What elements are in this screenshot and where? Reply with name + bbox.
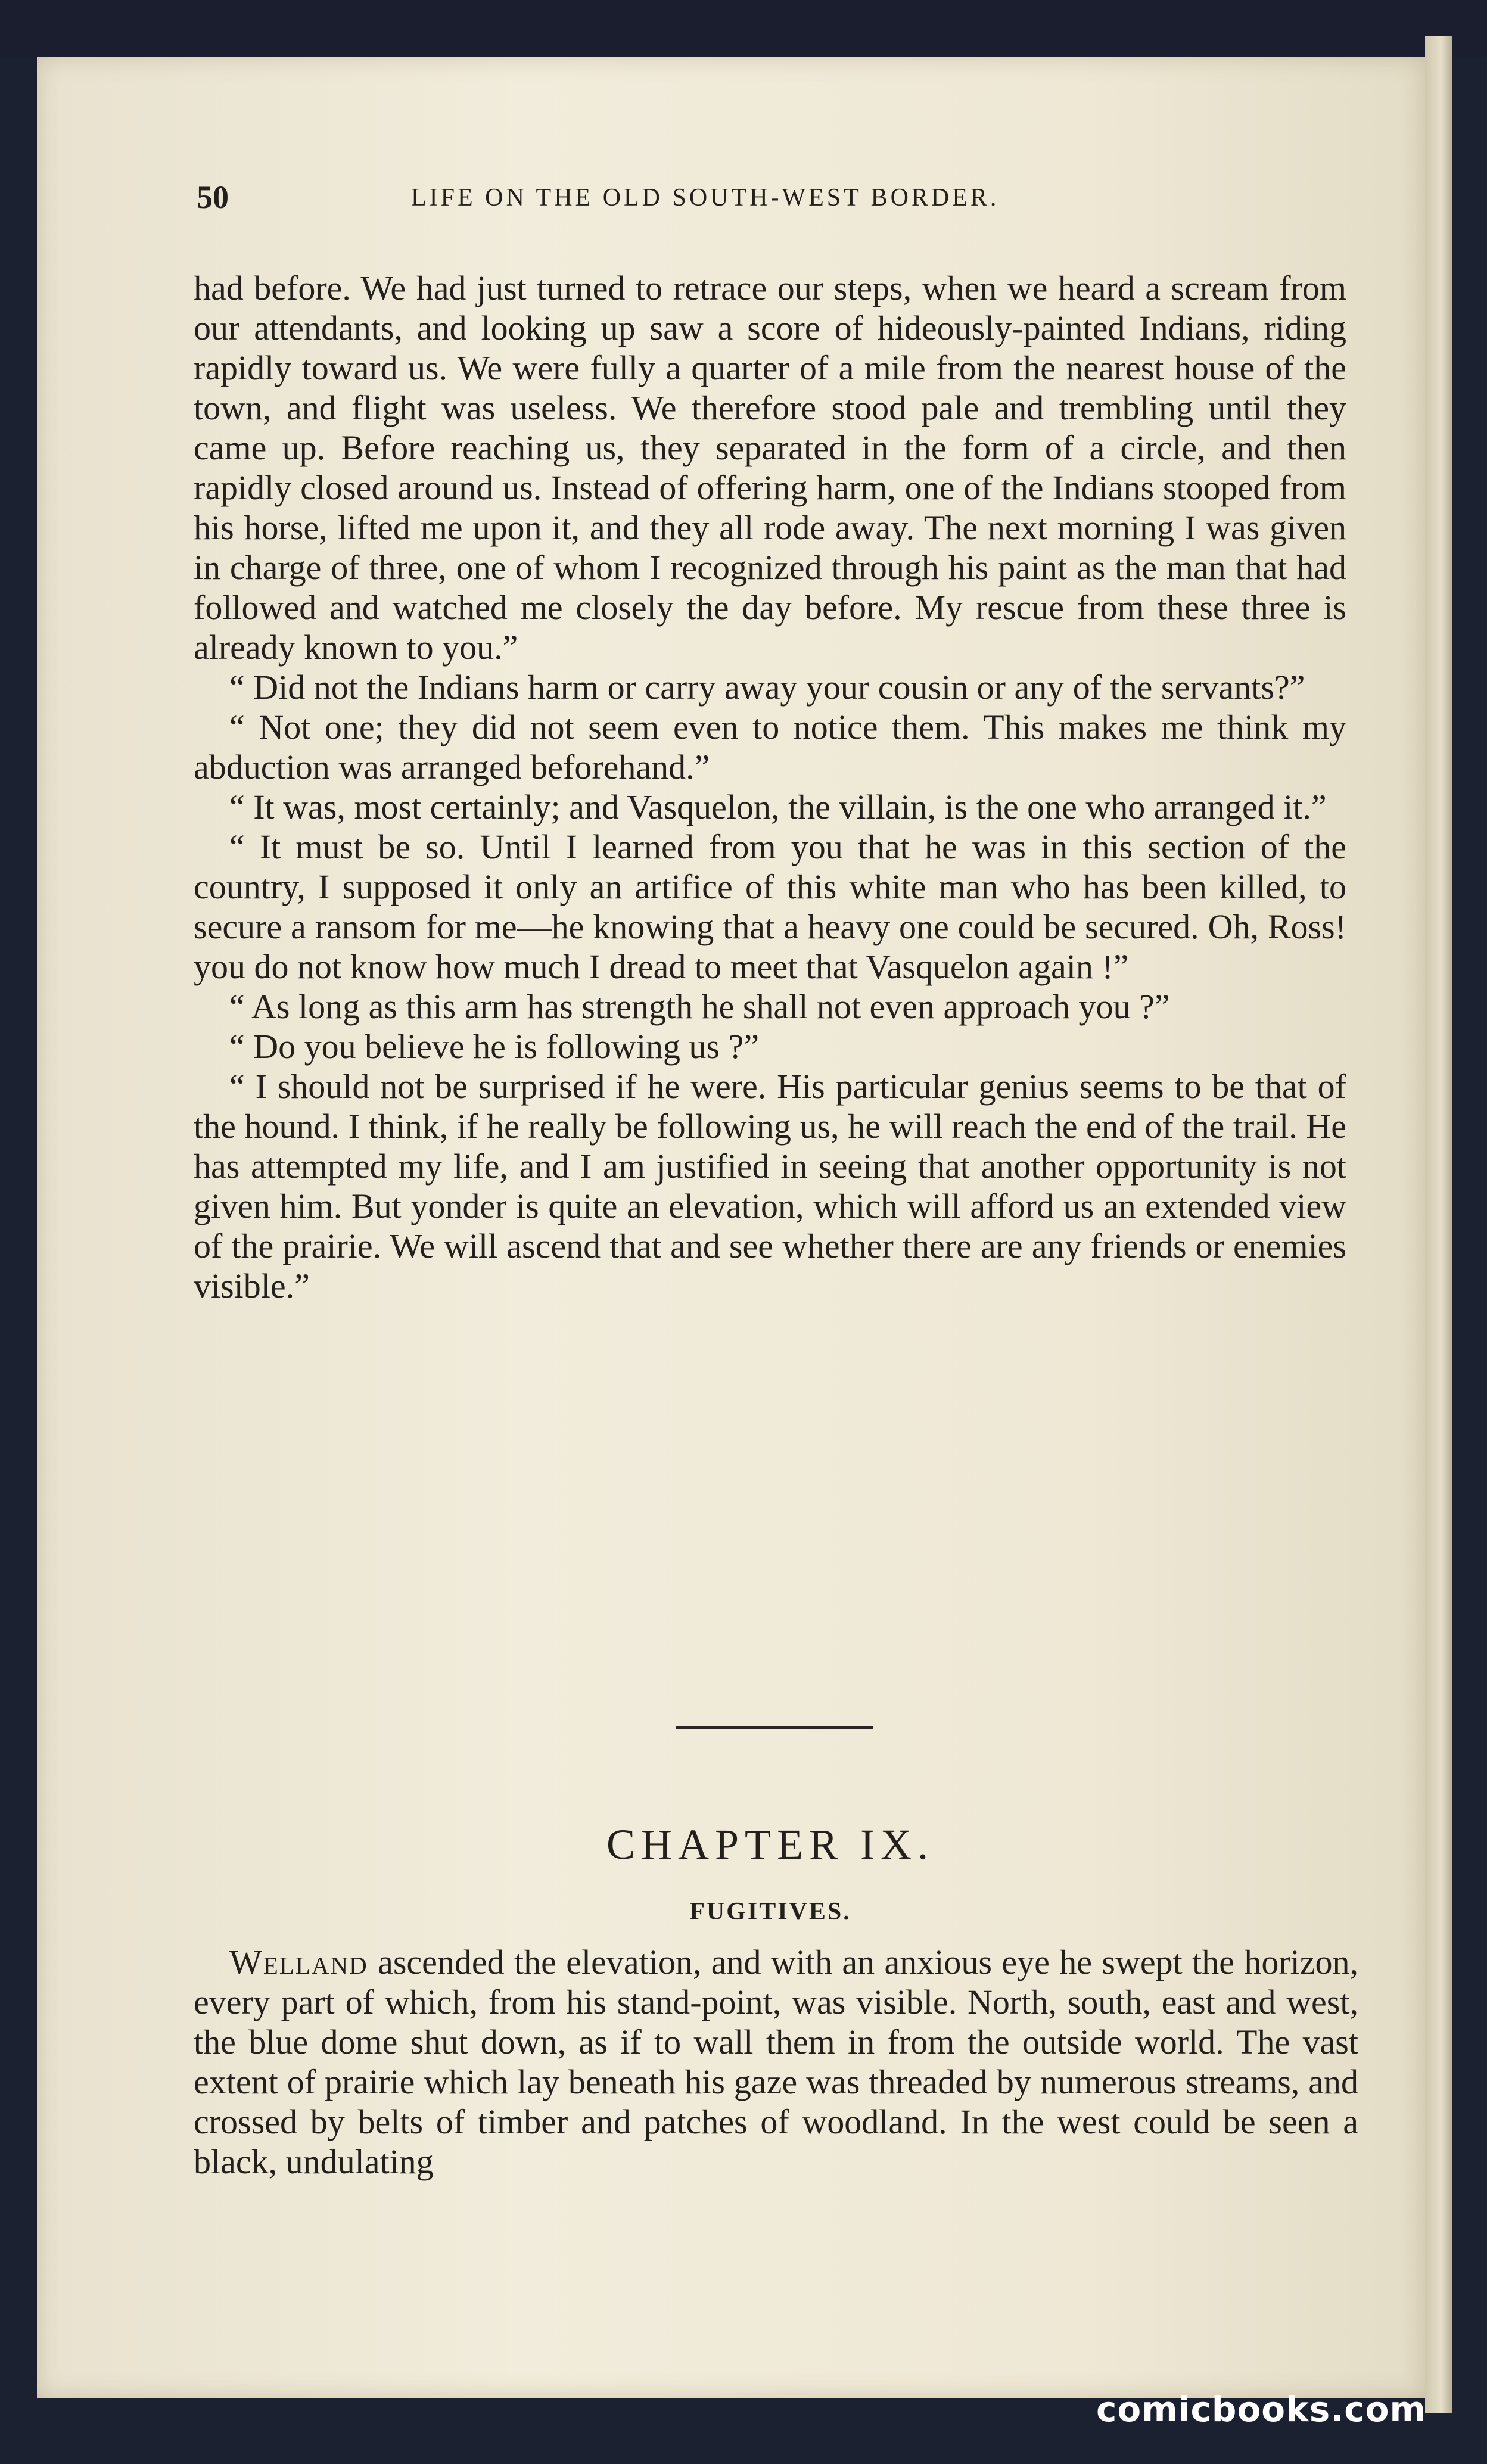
- chapter-title: CHAPTER IX.: [606, 1821, 934, 1868]
- body-text: [194, 268, 1346, 1306]
- paragraph: “ As long as this arm has strength he shall not even approach you ?”: [229, 987, 1170, 1026]
- watermark: comicbooks.com: [1096, 2389, 1426, 2429]
- paragraph: “ It was, most certainly; and Vasquelon, the villain, is the one who arranged it.”: [229, 788, 1327, 826]
- chapter-subtitle: FUGITIVES.: [689, 1898, 851, 1925]
- paragraph: “ Did not the Indians harm or carry away your cousin or any of the servants?”: [229, 668, 1305, 707]
- chapter-first-paragraph: [194, 1942, 1358, 2182]
- chapter-body: [194, 1942, 1358, 2182]
- paragraph: “ It must be so. Until I learned from you that he was in this section of the country, I supposed it only an artifice of this white man who has been killed, to secure a ransom for me—he knowing that a heavy one could be secured. Oh, Ross! you do not know how much I dread to meet that Vasquelon again !”: [194, 827, 1346, 986]
- chapter-paragraph-text: ascended the elevation, and with an anxious eye he swept the horizon, every part of which, from his stand-point, was visible. North, south, east and west, the blue dome shut down, as if to wall them in from the outside world. The vast extent of prairie which lay beneath his gaze was threaded by numerous streams, and crossed by belts of timber and patches of woodland. In the west could be seen a black, undulating: [194, 1943, 1358, 2181]
- chapter-lead-word: Welland: [229, 1943, 368, 1981]
- paragraph: “ I should not be surprised if he were. His particular genius seems to be that of the hound. I think, if he really be following us, he will reach the end of the trail. He has attempted my life, and I am justified in seeing that another opportunity is not given him. But yonder is quite an elevation, which will afford us an extended view of the prairie. We will ascend that and see whether there are any friends or enemies visible.”: [194, 1067, 1346, 1305]
- page-edge: [1425, 36, 1452, 2413]
- running-head: LIFE ON THE OLD SOUTH-WEST BORDER.: [411, 184, 1000, 211]
- paragraph: had before. We had just turned to retrace our steps, when we heard a scream from our attendants, and looking up saw a score of hideously-painted Indians, riding rapidly toward us. We were fully a quarter of a mile from the nearest house of the town, and flight was useless. We therefore stood pale and trembling until they came up. Before reaching us, they separated in the form of a circle, and then rapidly closed around us. Instead of offering harm, one of the Indians stooped from his horse, lifted me upon it, and they all rode away. The next morning I was given in charge of three, one of whom I recognized through his paint as the man that had followed and watched me closely the day before. My rescue from these three is already known to you.”: [194, 269, 1346, 667]
- paragraph: “ Do you believe he is following us ?”: [229, 1027, 760, 1066]
- paragraph: “ Not one; they did not seem even to notice them. This makes me think my abduction was arranged beforehand.”: [194, 708, 1346, 786]
- section-divider: [676, 1726, 873, 1729]
- page-number: 50: [197, 179, 229, 215]
- page-header: [197, 179, 1352, 232]
- scan-background-top: [0, 0, 1487, 57]
